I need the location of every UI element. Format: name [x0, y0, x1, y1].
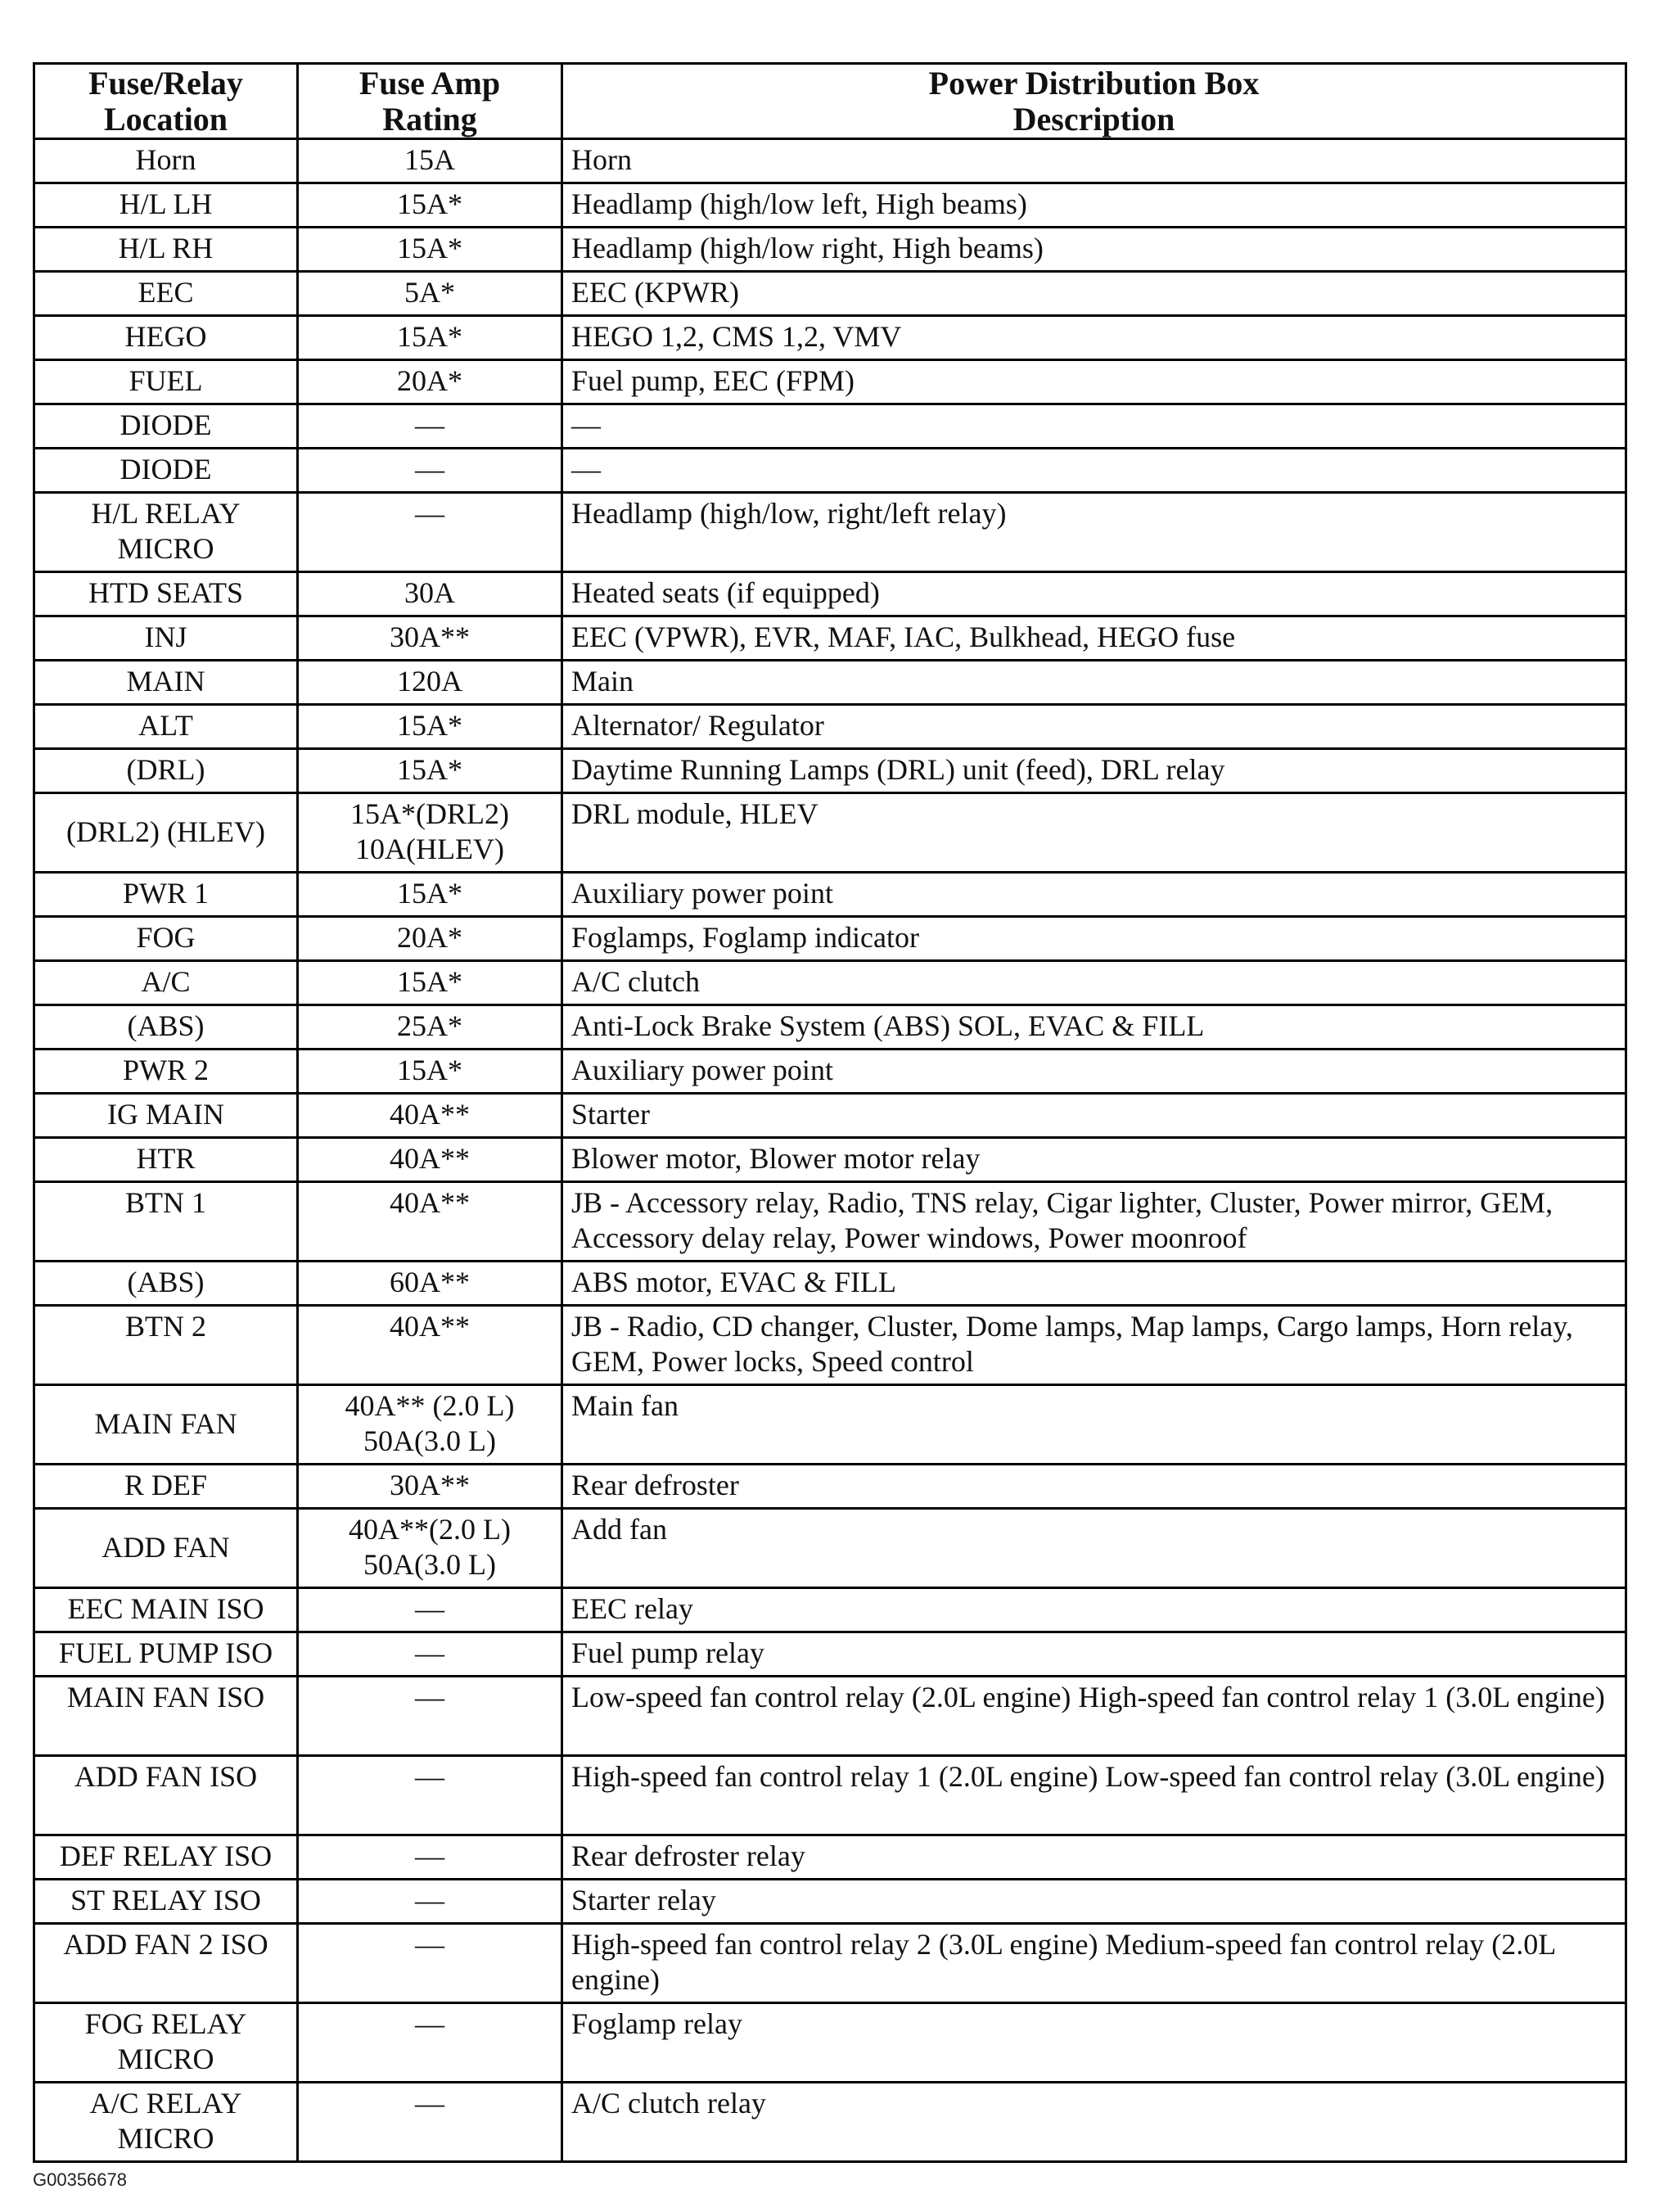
fuse-location-cell [34, 1509, 298, 1588]
fuse-location-cell [34, 404, 298, 449]
fuse-location-cell [34, 749, 298, 793]
table-row [34, 1588, 1626, 1632]
fuse-rating: 120A [397, 665, 462, 697]
fuse-description: High-speed fan control relay 1 (2.0L engine) Low-speed fan control relay (3.0L engine) [562, 1756, 1626, 1835]
fuse-description: Foglamp relay [562, 2003, 1626, 2083]
fuse-location: A/C [141, 965, 191, 998]
fuse-location-cell [34, 449, 298, 493]
table-row [34, 2083, 1626, 2162]
fuse-rating: — [415, 409, 444, 441]
fuse-location-cell [34, 1677, 298, 1756]
fuse-location: DIODE [120, 453, 212, 485]
fuse-description: Rear defroster relay [562, 1835, 1626, 1880]
fuse-location: INJ [144, 621, 187, 653]
header-line: Location [103, 100, 228, 138]
fuse-location-cell [34, 1632, 298, 1677]
fuse-rating: 30A** [390, 1469, 470, 1501]
fuse-location-cell [34, 2083, 298, 2162]
fuse-description: Anti-Lock Brake System (ABS) SOL, EVAC & FILL [562, 1005, 1626, 1050]
fuse-location: HTD SEATS [88, 576, 244, 609]
fuse-location: MICRO [117, 2043, 214, 2075]
fuse-location: ALT [138, 709, 193, 742]
fuse-rating: 40A**(2.0 L) [349, 1513, 511, 1546]
table-row [34, 272, 1626, 316]
fuse-rating: 40A** [390, 1186, 470, 1219]
fuse-location-cell [34, 1262, 298, 1306]
fuse-location: PWR 1 [122, 877, 209, 910]
fuse-rating-cell [298, 1677, 562, 1756]
fuse-location-cell [34, 1835, 298, 1880]
fuse-rating: — [415, 453, 444, 485]
fuse-location: Horn [135, 143, 196, 176]
fuse-rating: 60A** [390, 1266, 470, 1298]
fuse-location-cell [34, 873, 298, 917]
fuse-rating-cell [298, 272, 562, 316]
fuse-rating: 50A(3.0 L) [363, 1548, 496, 1581]
fuse-location-cell [34, 793, 298, 873]
fuse-rating-cell [298, 917, 562, 961]
fuse-description: Foglamps, Foglamp indicator [562, 917, 1626, 961]
fuse-location: A/C RELAY [89, 2087, 242, 2119]
table-row [34, 183, 1626, 228]
table-row [34, 1182, 1626, 1262]
table-row [34, 228, 1626, 272]
table-row [34, 360, 1626, 404]
fuse-rating-cell [298, 404, 562, 449]
fuse-rating-cell [298, 1880, 562, 1924]
fuse-rating: — [415, 497, 444, 530]
fuse-location: ADD FAN ISO [74, 1760, 258, 1793]
table-row [34, 961, 1626, 1005]
fuse-description: Starter relay [562, 1880, 1626, 1924]
fuse-rating: — [415, 2087, 444, 2119]
fuse-rating: 15A* [397, 1054, 462, 1086]
table-header-row [34, 64, 1626, 139]
fuse-rating-cell [298, 360, 562, 404]
fuse-location: (ABS) [127, 1266, 205, 1298]
fuse-rating: — [415, 1760, 444, 1793]
fuse-location-cell [34, 1306, 298, 1385]
fuse-rating-cell [298, 1005, 562, 1050]
fuse-rating-cell [298, 793, 562, 873]
table-row [34, 873, 1626, 917]
fuse-description: Auxiliary power point [562, 1050, 1626, 1094]
fuse-relay-table [33, 62, 1627, 2163]
fuse-rating-cell [298, 1465, 562, 1509]
fuse-location: DIODE [120, 409, 212, 441]
fuse-rating-cell [298, 661, 562, 705]
table-row [34, 316, 1626, 360]
fuse-rating-cell [298, 1509, 562, 1588]
fuse-location: FOG [136, 921, 196, 954]
fuse-description: JB - Radio, CD changer, Cluster, Dome lamps, Map lamps, Cargo lamps, Horn relay, GEM, Power locks, Speed control [562, 1306, 1626, 1385]
fuse-location: ADD FAN [101, 1530, 230, 1564]
fuse-rating-cell [298, 1306, 562, 1385]
fuse-location: IG MAIN [107, 1098, 224, 1131]
fuse-description: EEC (VPWR), EVR, MAF, IAC, Bulkhead, HEGO fuse [562, 616, 1626, 661]
fuse-rating-cell [298, 1094, 562, 1138]
fuse-description: Add fan [562, 1509, 1626, 1588]
fuse-location-cell [34, 705, 298, 749]
table-row [34, 572, 1626, 616]
fuse-rating: 40A** [390, 1310, 470, 1343]
fuse-rating: 10A(HLEV) [355, 833, 504, 865]
header-line: Fuse Amp [359, 64, 501, 102]
fuse-rating: 20A* [397, 921, 462, 954]
fuse-description: Headlamp (high/low, right/left relay) [562, 493, 1626, 572]
header-line: Description [1012, 100, 1175, 138]
fuse-rating-cell [298, 1262, 562, 1306]
fuse-location-cell [34, 493, 298, 572]
fuse-location: FUEL [129, 364, 203, 397]
fuse-description: Daytime Running Lamps (DRL) unit (feed), DRL relay [562, 749, 1626, 793]
fuse-location: (DRL) [126, 753, 205, 786]
fuse-rating: 40A** (2.0 L) [345, 1389, 515, 1422]
fuse-description: Starter [562, 1094, 1626, 1138]
fuse-location: H/L RH [118, 232, 214, 264]
fuse-rating: — [415, 1928, 444, 1961]
fuse-rating: 25A* [397, 1009, 462, 1042]
fuse-rating: — [415, 1840, 444, 1872]
fuse-rating-cell [298, 183, 562, 228]
fuse-location-cell [34, 1094, 298, 1138]
fuse-description: Fuel pump, EEC (FPM) [562, 360, 1626, 404]
table-row [34, 1306, 1626, 1385]
figure-id: G00356678 [33, 2169, 127, 2190]
table-row [34, 1509, 1626, 1588]
fuse-location: (ABS) [127, 1009, 205, 1042]
table-row [34, 1050, 1626, 1094]
table-row [34, 449, 1626, 493]
fuse-rating-cell [298, 1138, 562, 1182]
table-row [34, 917, 1626, 961]
header-description [562, 64, 1626, 139]
fuse-location: PWR 2 [122, 1054, 209, 1086]
fuse-description: Low-speed fan control relay (2.0L engine) High-speed fan control relay 1 (3.0L engine) [562, 1677, 1626, 1756]
fuse-rating-cell [298, 961, 562, 1005]
fuse-rating-cell [298, 316, 562, 360]
fuse-location-cell [34, 1182, 298, 1262]
fuse-location: FOG RELAY [84, 2007, 247, 2040]
fuse-description: Main [562, 661, 1626, 705]
fuse-description: Heated seats (if equipped) [562, 572, 1626, 616]
fuse-rating: 15A* [397, 187, 462, 220]
table-row [34, 1677, 1626, 1756]
fuse-description: Alternator/ Regulator [562, 705, 1626, 749]
fuse-location: MICRO [117, 532, 214, 565]
fuse-rating: 15A* [397, 965, 462, 998]
fuse-location-cell [34, 316, 298, 360]
fuse-location: (DRL2) (HLEV) [66, 815, 265, 848]
fuse-location-cell [34, 1138, 298, 1182]
fuse-description: Fuel pump relay [562, 1632, 1626, 1677]
table-row [34, 2003, 1626, 2083]
fuse-description: A/C clutch relay [562, 2083, 1626, 2162]
fuse-description: Blower motor, Blower motor relay [562, 1138, 1626, 1182]
fuse-location: BTN 2 [125, 1310, 206, 1343]
fuse-rating: 30A** [390, 621, 470, 653]
table-row [34, 1924, 1626, 2003]
fuse-rating-cell [298, 1924, 562, 2003]
fuse-rating-cell [298, 1835, 562, 1880]
fuse-rating: 15A [404, 143, 455, 176]
fuse-rating: 15A* [397, 709, 462, 742]
table-row [34, 705, 1626, 749]
table-row [34, 749, 1626, 793]
fuse-description: — [562, 404, 1626, 449]
fuse-description: Auxiliary power point [562, 873, 1626, 917]
fuse-location-cell [34, 572, 298, 616]
table-row [34, 139, 1626, 183]
fuse-rating: — [415, 1681, 444, 1713]
fuse-rating: 15A*(DRL2) [350, 797, 509, 830]
fuse-rating: 30A [404, 576, 455, 609]
fuse-rating: 15A* [397, 232, 462, 264]
fuse-description: A/C clutch [562, 961, 1626, 1005]
header-fuse-relay-location [34, 64, 298, 139]
fuse-description: Horn [562, 139, 1626, 183]
fuse-description: EEC relay [562, 1588, 1626, 1632]
fuse-rating: — [415, 1592, 444, 1625]
fuse-location: EEC [138, 276, 194, 309]
fuse-rating: 5A* [404, 276, 455, 309]
fuse-location: BTN 1 [125, 1186, 206, 1219]
fuse-location: R DEF [124, 1469, 208, 1501]
fuse-location: EEC MAIN ISO [67, 1592, 264, 1625]
header-line: Power Distribution Box [928, 64, 1260, 102]
fuse-rating-cell [298, 572, 562, 616]
fuse-rating-cell [298, 749, 562, 793]
table-row [34, 1262, 1626, 1306]
fuse-location-cell [34, 616, 298, 661]
fuse-rating-cell [298, 228, 562, 272]
fuse-location-cell [34, 2003, 298, 2083]
fuse-rating-cell [298, 1182, 562, 1262]
header-line: Fuse/Relay [88, 64, 243, 102]
fuse-location-cell [34, 917, 298, 961]
header-line: Rating [382, 100, 477, 138]
fuse-location: HTR [136, 1142, 196, 1175]
table-row [34, 1138, 1626, 1182]
fuse-rating: — [415, 1636, 444, 1669]
table-row [34, 1385, 1626, 1465]
fuse-description: Headlamp (high/low left, High beams) [562, 183, 1626, 228]
fuse-location-cell [34, 1050, 298, 1094]
table-row [34, 793, 1626, 873]
fuse-rating: 20A* [397, 364, 462, 397]
fuse-description: Rear defroster [562, 1465, 1626, 1509]
table-row [34, 1835, 1626, 1880]
fuse-location: H/L LH [119, 187, 213, 220]
fuse-description: EEC (KPWR) [562, 272, 1626, 316]
fuse-location: DEF RELAY ISO [59, 1840, 273, 1872]
fuse-rating-cell [298, 1385, 562, 1465]
fuse-location-cell [34, 661, 298, 705]
table-row [34, 1094, 1626, 1138]
fuse-location-cell [34, 1588, 298, 1632]
fuse-location-cell [34, 139, 298, 183]
fuse-description: JB - Accessory relay, Radio, TNS relay, Cigar lighter, Cluster, Power mirror, GEM, Accessory delay relay, Power windows, Power moonroof [562, 1182, 1626, 1262]
fuse-location-cell [34, 1385, 298, 1465]
fuse-description: ABS motor, EVAC & FILL [562, 1262, 1626, 1306]
fuse-location: MAIN FAN ISO [66, 1681, 265, 1713]
table-row [34, 1465, 1626, 1509]
fuse-rating: — [415, 2007, 444, 2040]
fuse-location: HEGO [124, 320, 207, 353]
fuse-location: ST RELAY ISO [70, 1884, 261, 1916]
table-row [34, 493, 1626, 572]
fuse-description: Main fan [562, 1385, 1626, 1465]
fuse-location: MAIN FAN [94, 1406, 237, 1440]
fuse-description: Headlamp (high/low right, High beams) [562, 228, 1626, 272]
fuse-rating-cell [298, 1050, 562, 1094]
fuse-location: ADD FAN 2 ISO [63, 1928, 268, 1961]
fuse-location: MICRO [117, 2122, 214, 2155]
fuse-location-cell [34, 360, 298, 404]
fuse-rating-cell [298, 493, 562, 572]
table-row [34, 404, 1626, 449]
table-row [34, 1632, 1626, 1677]
fuse-rating-cell [298, 1632, 562, 1677]
fuse-rating-cell [298, 449, 562, 493]
fuse-rating-cell [298, 139, 562, 183]
fuse-rating-cell [298, 2003, 562, 2083]
fuse-rating: — [415, 1884, 444, 1916]
fuse-rating-cell [298, 616, 562, 661]
fuse-location-cell [34, 1880, 298, 1924]
fuse-location-cell [34, 183, 298, 228]
fuse-rating: 15A* [397, 320, 462, 353]
table-row [34, 616, 1626, 661]
fuse-location: FUEL PUMP ISO [58, 1636, 273, 1669]
header-fuse-amp-rating [298, 64, 562, 139]
fuse-rating: 40A** [390, 1098, 470, 1131]
fuse-location-cell [34, 228, 298, 272]
fuse-description: — [562, 449, 1626, 493]
table-row [34, 1756, 1626, 1835]
fuse-description: HEGO 1,2, CMS 1,2, VMV [562, 316, 1626, 360]
fuse-location: MAIN [126, 665, 205, 697]
fuse-rating-cell [298, 705, 562, 749]
fuse-description: High-speed fan control relay 2 (3.0L engine) Medium-speed fan control relay (2.0L engine) [562, 1924, 1626, 2003]
fuse-location-cell [34, 961, 298, 1005]
fuse-rating-cell [298, 2083, 562, 2162]
fuse-rating-cell [298, 873, 562, 917]
fuse-rating: 15A* [397, 753, 462, 786]
fuse-rating-cell [298, 1756, 562, 1835]
fuse-rating: 15A* [397, 877, 462, 910]
fuse-location-cell [34, 1756, 298, 1835]
table-row [34, 1005, 1626, 1050]
fuse-location: H/L RELAY [91, 497, 241, 530]
table-row [34, 1880, 1626, 1924]
fuse-location-cell [34, 1005, 298, 1050]
fuse-rating: 50A(3.0 L) [363, 1424, 496, 1457]
fuse-location-cell [34, 1924, 298, 2003]
fuse-rating: 40A** [390, 1142, 470, 1175]
table-row [34, 661, 1626, 705]
fuse-location-cell [34, 272, 298, 316]
fuse-description: DRL module, HLEV [562, 793, 1626, 873]
fuse-rating-cell [298, 1588, 562, 1632]
table-body [34, 139, 1626, 2162]
fuse-location-cell [34, 1465, 298, 1509]
